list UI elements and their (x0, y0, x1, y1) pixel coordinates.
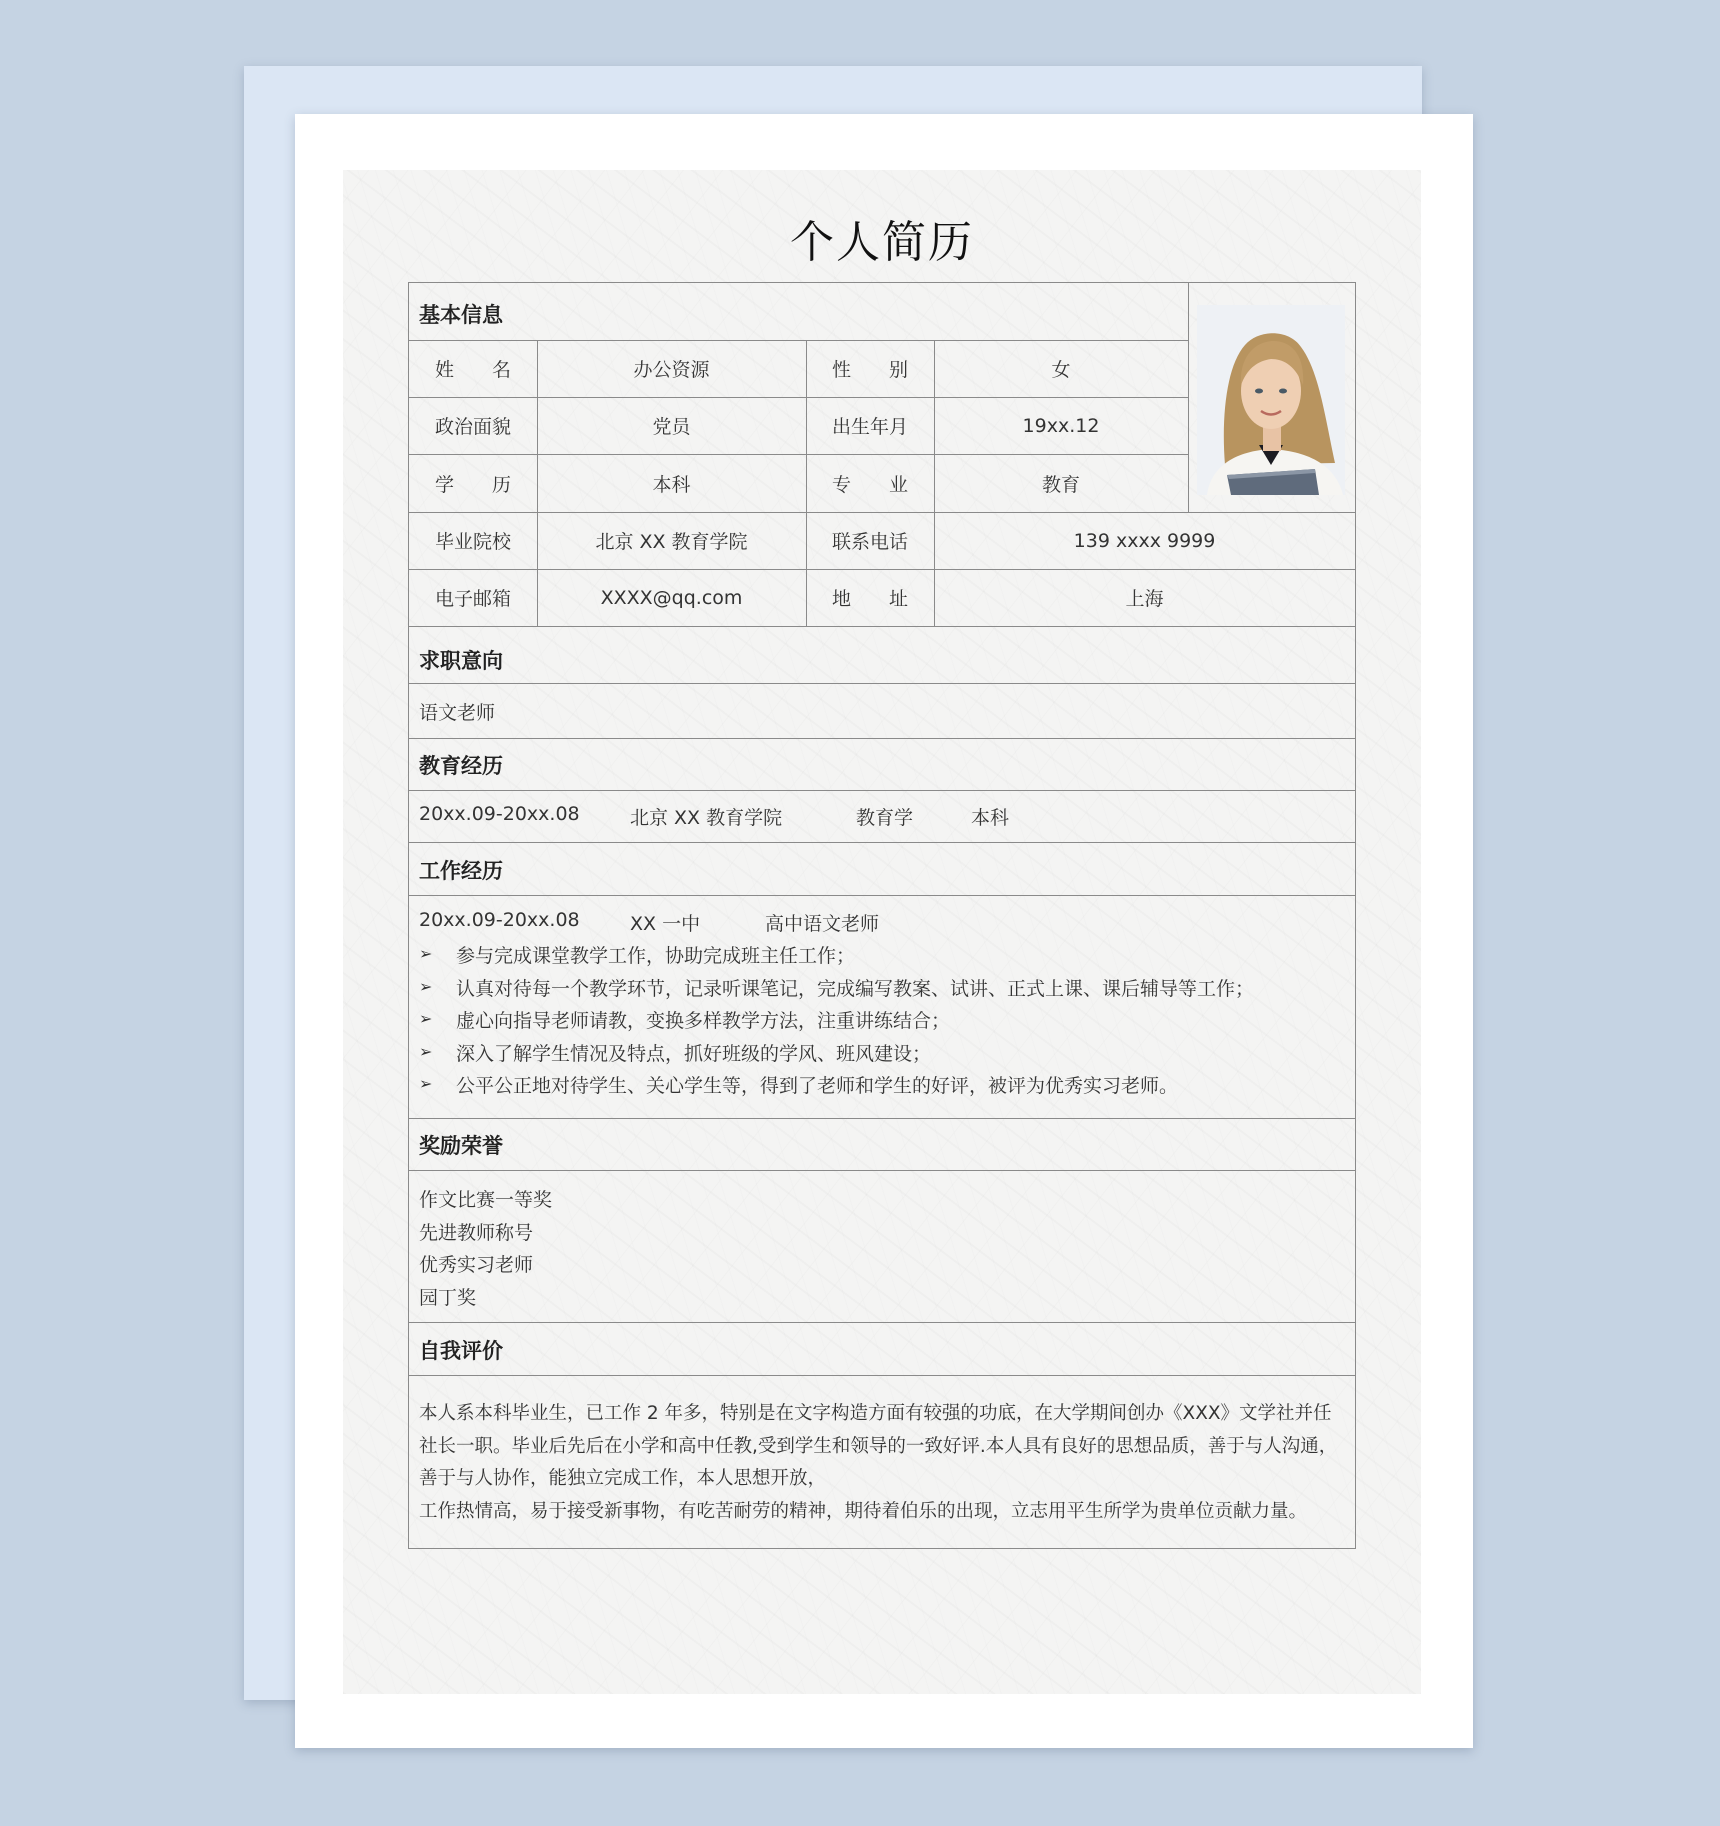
rule (409, 738, 1355, 739)
value-name: 办公资源 (633, 359, 710, 381)
self-evaluation-line: 本人系本科毕业生，已工作 2 年多，特别是在文字构造方面有较强的功底，在大学期间创办《XXX》文学社并任 (419, 1403, 1332, 1424)
rule (409, 1322, 1355, 1323)
label-birth: 出生年月 (831, 416, 908, 438)
value-address: 上海 (1125, 588, 1164, 610)
value-school: 北京 XX 教育学院 (595, 531, 748, 553)
education-school: 北京 XX 教育学院 (630, 807, 783, 829)
work-position: 高中语文老师 (765, 913, 880, 935)
work-period: 20xx.09-20xx.08 (419, 909, 580, 931)
section-self-evaluation: 自我评价 (419, 1339, 503, 1363)
label-phone: 联系电话 (831, 531, 908, 553)
bullet-arrow-icon: ➢ (419, 1009, 433, 1028)
resume-table (408, 282, 1356, 1549)
label-major: 专 业 (831, 473, 908, 496)
rule (409, 626, 1355, 627)
work-item: 认真对待每一个教学环节，记录听课笔记，完成编写教案、试讲、正式上课、课后辅导等工作； (456, 978, 1255, 1000)
self-evaluation-line: 工作热情高，易于接受新事物，有吃苦耐劳的精神，期待着伯乐的出现，立志用平生所学为贵单位贡献力量。 (419, 1501, 1308, 1522)
resume-paper (343, 170, 1421, 1694)
rule (409, 895, 1355, 896)
resume-title: 个人简历 (790, 217, 974, 268)
bullet-arrow-icon: ➢ (419, 1042, 433, 1061)
rule (409, 1118, 1355, 1119)
label-gender: 性 别 (831, 359, 908, 381)
value-education-level: 本科 (652, 473, 691, 496)
rule (409, 683, 1355, 684)
section-work: 工作经历 (419, 859, 503, 883)
value-gender: 女 (1051, 359, 1071, 381)
education-degree: 本科 (971, 807, 1010, 829)
rule (409, 790, 1355, 791)
label-address: 地 址 (831, 588, 908, 610)
bullet-arrow-icon: ➢ (419, 1074, 433, 1093)
section-education: 教育经历 (419, 754, 503, 778)
section-basic-info: 基本信息 (419, 303, 503, 327)
award-item: 作文比赛一等奖 (419, 1189, 553, 1211)
value-birth: 19xx.12 (1022, 414, 1100, 437)
value-phone: 139 xxxx 9999 (1073, 529, 1216, 552)
value-major: 教育 (1041, 473, 1080, 496)
work-company: XX 一中 (630, 913, 701, 935)
education-period: 20xx.09-20xx.08 (419, 803, 580, 825)
work-item: 深入了解学生情况及特点，抓好班级的学风、班风建设； (456, 1043, 932, 1065)
rule (409, 1170, 1355, 1171)
work-item: 虚心向指导老师请教，变换多样教学方法，注重讲练结合； (456, 1010, 951, 1032)
work-item: 公平公正地对待学生、关心学生等，得到了老师和学生的好评，被评为优秀实习老师。 (456, 1075, 1179, 1097)
award-item: 先进教师称号 (419, 1222, 534, 1244)
section-objective: 求职意向 (419, 649, 503, 673)
education-major: 教育学 (856, 807, 914, 829)
label-political-status: 政治面貌 (434, 416, 511, 438)
label-school: 毕业院校 (434, 531, 511, 553)
profile-photo (1197, 305, 1345, 495)
work-item: 参与完成课堂教学工作，协助完成班主任工作； (456, 945, 856, 967)
rule (1188, 283, 1189, 512)
label-name: 姓 名 (434, 359, 511, 381)
label-education-level: 学 历 (434, 473, 511, 496)
award-item: 园丁奖 (419, 1287, 477, 1309)
award-item: 优秀实习老师 (419, 1254, 534, 1276)
portrait-image (1197, 305, 1345, 495)
self-evaluation-line: 善于与人协作，能独立完成工作，本人思想开放， (419, 1468, 827, 1489)
front-sheet (295, 114, 1473, 1748)
rule (409, 842, 1355, 843)
self-evaluation-line: 社长一职。毕业后先后在小学和高中任教,受到学生和领导的一致好评.本人具有良好的思想品质，善于与人沟通， (419, 1436, 1338, 1457)
bullet-arrow-icon: ➢ (419, 944, 433, 963)
section-awards: 奖励荣誉 (419, 1134, 503, 1158)
rule (409, 1375, 1355, 1376)
label-email: 电子邮箱 (434, 588, 511, 610)
bullet-arrow-icon: ➢ (419, 977, 433, 996)
value-political-status: 党员 (652, 416, 691, 438)
objective-value: 语文老师 (419, 702, 496, 724)
value-email: XXXX@qq.com (600, 586, 743, 609)
